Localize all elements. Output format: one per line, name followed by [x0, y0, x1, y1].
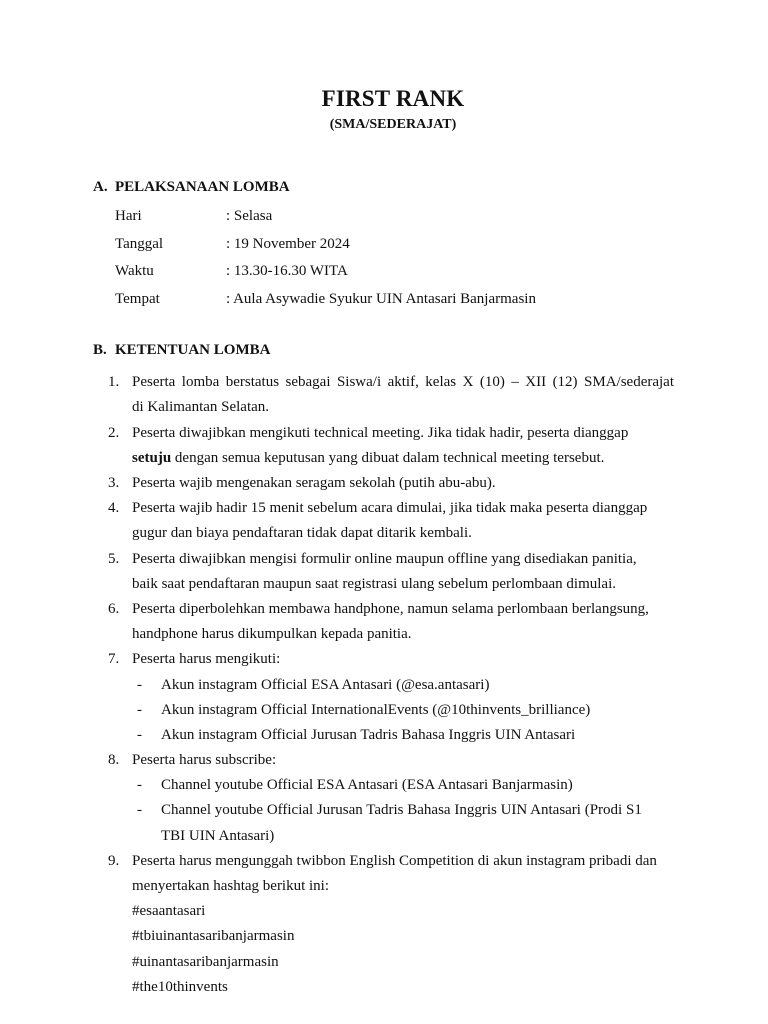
section-b-title: KETENTUAN LOMBA — [115, 342, 271, 358]
info-value: : 13.30-16.30 WITA — [226, 263, 348, 279]
sub-bullet: - — [137, 727, 142, 743]
sub-item-text: Akun instagram Official ESA Antasari (@esa.antasari) — [161, 677, 490, 693]
sub-item-text: Channel youtube Official Jurusan Tadris Bahasa Inggris UIN Antasari (Prodi S1 — [161, 802, 642, 818]
hashtag: #esaantasari — [132, 903, 206, 919]
hashtag: #uinantasaribanjarmasin — [132, 954, 279, 970]
info-value: : Selasa — [226, 208, 273, 224]
section-b-letter: B. — [93, 342, 107, 358]
info-value: : Aula Asywadie Syukur UIN Antasari Banjarmasin — [226, 291, 536, 307]
sub-item-text: Akun instagram Official Jurusan Tadris Bahasa Inggris UIN Antasari — [161, 727, 576, 743]
info-label: Waktu — [115, 263, 154, 279]
list-number: 6. — [108, 601, 120, 617]
sub-item-text: TBI UIN Antasari) — [161, 828, 275, 844]
sub-bullet: - — [137, 777, 142, 793]
info-row-waktu — [115, 263, 348, 280]
list-item-text: Peserta diperbolehkan membawa handphone, namun selama perlombaan berlangsung, — [132, 601, 649, 617]
list-item-text: Peserta wajib mengenakan seragam sekolah (putih abu-abu). — [132, 475, 496, 491]
list-number: 5. — [108, 551, 120, 567]
list-item-text: Peserta diwajibkan mengisi formulir online maupun offline yang disediakan panitia, — [132, 551, 637, 567]
list-number: 2. — [108, 425, 120, 441]
sub-item-text: Akun instagram Official InternationalEvents (@10thinvents_brilliance) — [161, 702, 591, 718]
list-item-text: Peserta harus subscribe: — [132, 752, 277, 768]
list-item-text: baik saat pendaftaran maupun saat registrasi ulang sebelum perlombaan dimulai. — [132, 576, 617, 592]
list-item-text: Peserta diwajibkan mengikuti technical meeting. Jika tidak hadir, peserta dianggap — [132, 425, 629, 441]
list-item-text: Peserta wajib hadir 15 menit sebelum acara dimulai, jika tidak maka peserta dianggap — [132, 500, 648, 516]
list-item-text: menyertakan hashtag berikut ini: — [132, 878, 330, 894]
document-title: FIRST RANK — [321, 86, 465, 111]
list-item-text: di Kalimantan Selatan. — [132, 399, 270, 415]
list-number: 9. — [108, 853, 120, 869]
list-number: 7. — [108, 651, 120, 667]
sub-bullet: - — [137, 677, 142, 693]
list-number: 4. — [108, 500, 120, 516]
sub-item-text: Channel youtube Official ESA Antasari (ESA Antasari Banjarmasin) — [161, 777, 573, 793]
hashtag: #tbiuinantasaribanjarmasin — [132, 928, 295, 944]
list-item-text — [132, 450, 604, 467]
list-number: 8. — [108, 752, 120, 768]
sub-bullet: - — [137, 802, 142, 818]
document-subtitle: (SMA/SEDERAJAT) — [329, 117, 457, 132]
sub-bullet: - — [137, 702, 142, 718]
hashtag: #the10thinvents — [132, 979, 228, 995]
info-row-tempat — [115, 291, 536, 308]
bold-word: setuju — [132, 450, 172, 466]
list-number: 3. — [108, 475, 120, 491]
list-item-text-rest: dengan semua keputusan yang dibuat dalam technical meeting tersebut. — [171, 450, 605, 466]
section-a-title: PELAKSANAAN LOMBA — [115, 179, 290, 195]
list-item-text: handphone harus dikumpulkan kepada panitia. — [132, 626, 412, 642]
list-item-text: Peserta harus mengunggah twibbon English Competition di akun instagram pribadi dan — [132, 853, 657, 869]
info-label: Tanggal — [115, 236, 164, 252]
list-item-text: Peserta lomba berstatus sebagai Siswa/i aktif, kelas X (10) – XII (12) SMA/sederajat — [132, 374, 674, 390]
list-number: 1. — [108, 374, 120, 390]
info-label: Tempat — [115, 291, 160, 307]
section-a-heading — [93, 179, 290, 196]
info-row-tanggal — [115, 236, 350, 253]
list-item-text: gugur dan biaya pendaftaran tidak dapat ditarik kembali. — [132, 525, 472, 541]
info-value: : 19 November 2024 — [226, 236, 350, 252]
list-item-text: Peserta harus mengikuti: — [132, 651, 281, 667]
info-label: Hari — [115, 208, 142, 224]
section-b-heading — [93, 342, 270, 359]
info-row-hari — [115, 208, 272, 225]
section-a-letter: A. — [93, 179, 108, 195]
